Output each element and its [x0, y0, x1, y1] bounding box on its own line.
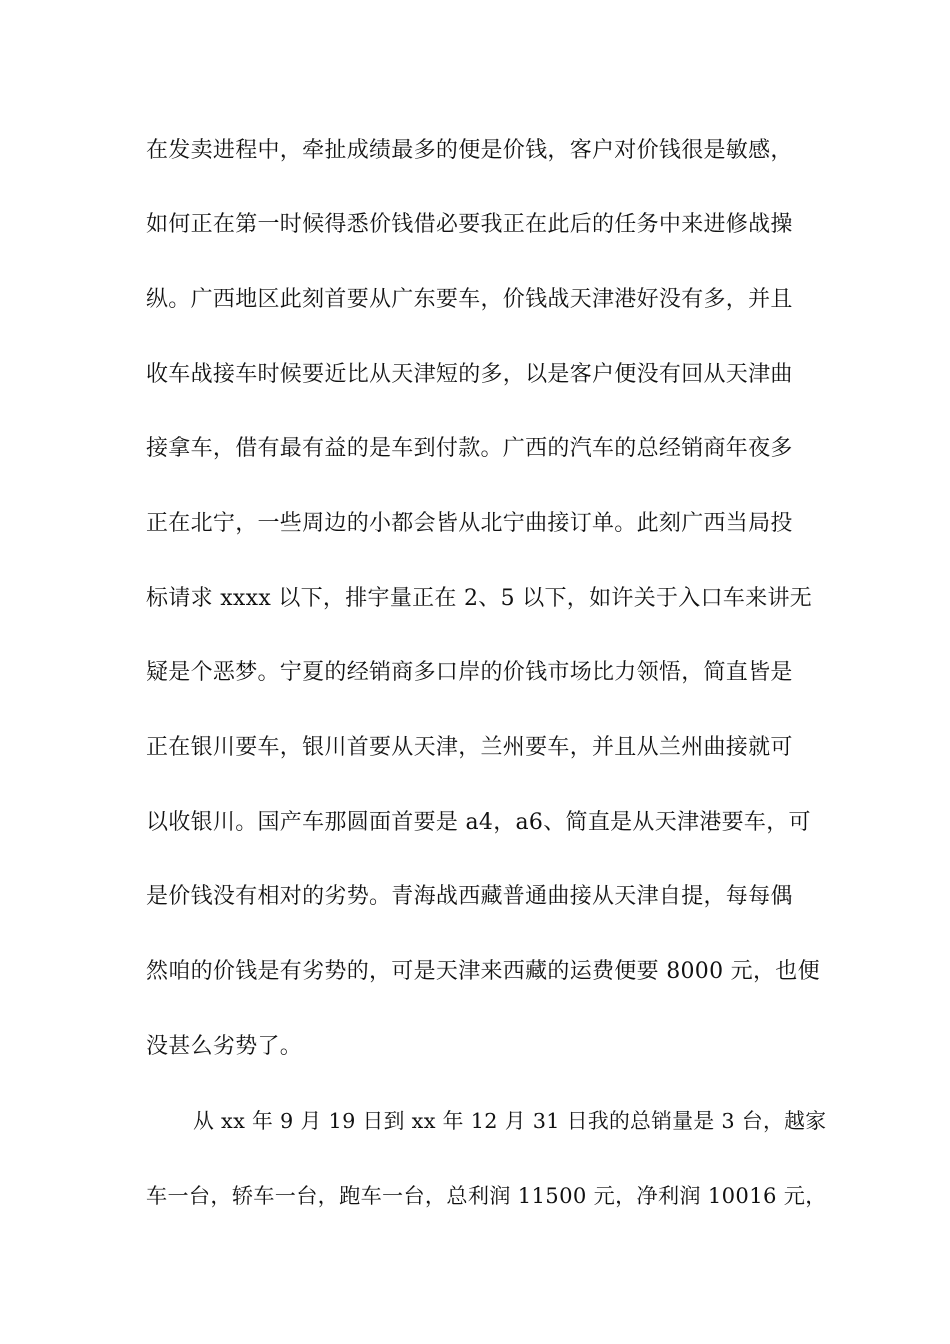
text-line: 接拿车，借有最有益的是车到付款。广西的汽车的总经销商年夜多 [146, 436, 793, 461]
text-line: 从 xx 年 9 月 19 日到 xx 年 12 月 31 日我的总销量是 3 台，越家 [193, 1109, 827, 1133]
text-line: 以收银川。国产车那圆面首要是 a4，a6、简直是从天津港要车，可 [146, 810, 811, 835]
text-line: 是价钱没有相对的劣势。青海战西藏普通曲接从天津自提，每每偶 [146, 884, 793, 909]
text-line: 在发卖进程中，牵扯成绩最多的便是价钱，客户对价钱很是敏感， [146, 138, 793, 163]
text-line: 正在银川要车，银川首要从天津，兰州要车，并且从兰州曲接就可 [146, 735, 793, 760]
text-line: 然咱的价钱是有劣势的，可是天津来西藏的运费便要 8000 元，也便 [146, 959, 820, 984]
text-line: 纵。广西地区此刻首要从广东要车，价钱战天津港好没有多，并且 [146, 287, 793, 312]
text-line: 没甚么劣势了。 [146, 1034, 303, 1059]
text-line: 标请求 xxxx 以下，排宇量正在 2、5 以下，如许关于入口车来讲无 [146, 586, 813, 611]
text-line: 车一台，轿车一台，跑车一台，总利润 11500 元，净利润 10016 元， [146, 1183, 827, 1208]
text-line: 如何正在第一时候得悉价钱借必要我正在此后的任务中来进修战操 [146, 212, 793, 237]
text-line: 疑是个恶梦。宁夏的经销商多口岸的价钱市场比力领悟，简直皆是 [146, 660, 793, 685]
text-line: 收车战接车时候要近比从天津短的多，以是客户便没有回从天津曲 [146, 362, 793, 387]
text-line: 正在北宁，一些周边的小都会皆从北宁曲接订单。此刻广西当局投 [146, 511, 793, 536]
